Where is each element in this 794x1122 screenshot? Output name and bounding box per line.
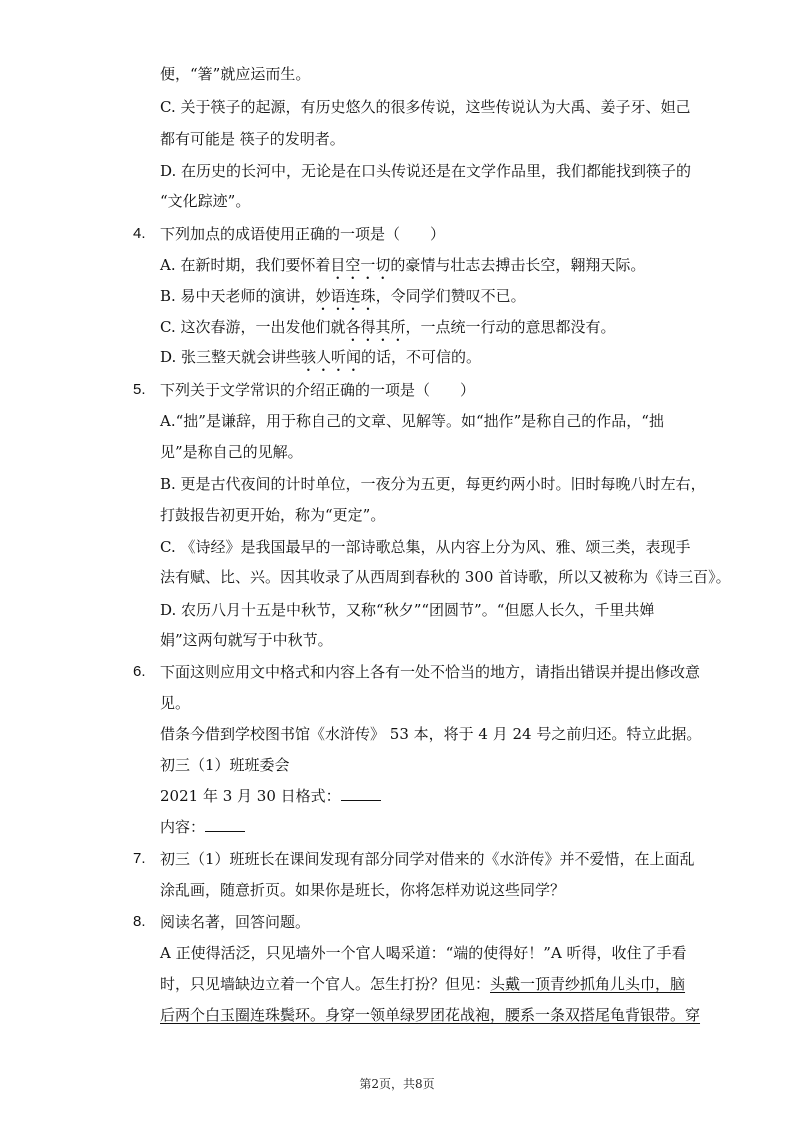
answer-blank[interactable] [205,817,245,832]
q5-option-a-cont: 见”是称自己的见解。 [160,443,303,461]
dotted-idiom: 骇人听闻 [301,348,362,366]
option-text: A. 在新时期，我们要怀着 [160,256,331,274]
answer-blank[interactable] [341,786,381,801]
q6-content-label: 内容： [160,818,206,836]
q4-number: 4. [133,225,146,242]
q5-stem: 下列关于文学常识的介绍正确的一项是（ ） [160,381,476,399]
option-text: ，令同学们赞叹不已。 [375,287,526,305]
q8-passage-line [160,1005,700,1025]
option-text: ，一点统一行动的意思都没有。 [405,318,616,336]
dotted-idiom: 目空一切 [330,256,391,274]
q4-option-b [160,286,526,314]
q4-option-c [160,317,616,345]
q8-passage-line: A 正使得活泛，只见墙外一个官人喝采道：“端的使得好！”A 听得，收住了手看 [160,944,687,962]
q7-number: 7. [133,850,146,867]
option-text: D. 张三整天就会讲些 [160,348,302,366]
q5-option-a: A.“拙”是谦辞，用于称自己的文章、见解等。如“拙作”是称自己的作品，“拙 [160,412,664,430]
q4-option-d [160,347,481,375]
q4-stem: 下列加点的成语使用正确的一项是（ ） [160,225,446,243]
q3-option-b-tail: 便，“箸”就应运而生。 [160,65,311,83]
q6-format-line [160,786,381,806]
q8-number: 8. [133,913,146,930]
page-footer: 第2页，共8页 [359,1077,435,1091]
q3-option-d: D. 在历史的长河中，无论是在口头传说还是在文学作品里，我们都能找到筷子的 [160,162,692,180]
q5-option-b: B. 更是古代夜间的计时单位，一夜分为五更，每更约两小时。旧时每晚八时左右， [160,475,706,493]
q7-stem: 初三（1）班班长在课间发现有部分同学对借来的《水浒传》并不爱惜，在上面乱 [160,850,695,868]
q3-option-c: C. 关于筷子的起源，有历史悠久的很多传说，这些传说认为大禹、姜子牙、妲己 [160,98,691,116]
underlined-text: 头戴一顶青纱抓角儿头巾，脑 [490,975,686,993]
q6-content-line [160,817,245,837]
q6-stem-cont: 见。 [160,694,191,712]
q8-stem: 阅读名著，回答问题。 [160,913,311,931]
option-text: 的话，不可信的。 [361,348,482,366]
q3-option-d-cont: “文化踪迹”。 [160,192,251,210]
q5-option-c-cont: 法有赋、比、兴。因其收录了从西周到春秋的 300 首诗歌，所以又被称为《诗三百》。 [160,568,731,586]
q6-note-signature: 初三（1）班班委会 [160,756,290,774]
q5-option-b-cont: 打鼓报告初更开始，称为“更定”。 [160,506,386,524]
q7-stem-cont: 涂乱画，随意折页。如果你是班长，你将怎样劝说这些同学？ [160,881,566,899]
option-text: C. 这次春游，一出发他们就 [160,318,346,336]
underlined-text: 后两个白玉圈连珠鬓环。身穿一领单绿罗团花战袍，腰系一条双搭尾龟背银带。穿 [160,1006,701,1024]
q8-passage-line [160,974,685,994]
q3-option-c-cont: 都有可能是 筷子的发明者。 [160,130,345,148]
passage-text: 时，只见墙缺边立着一个官人。怎生打扮？但见： [160,975,491,993]
q5-option-c: C. 《诗经》是我国最早的一部诗歌总集，从内容上分为风、雅、颂三类，表现手 [160,538,691,556]
q4-option-a [160,255,645,283]
option-text: B. 易中天老师的演讲， [160,287,316,305]
option-text: 的豪情与壮志去搏击长空，翱翔天际。 [390,256,646,274]
q5-option-d: D. 农历八月十五是中秋节，又称“秋夕”“团圆节”。“但愿人长久，千里共婵 [160,601,655,619]
q6-number: 6. [133,663,146,680]
q5-option-d-cont: 娟”这两句就写于中秋节。 [160,631,333,649]
q6-stem: 下面这则应用文中格式和内容上各有一处不恰当的地方，请指出错误并提出修改意 [160,663,701,681]
q6-note-body: 借条今借到学校图书馆《水浒传》 53 本，将于 4 月 24 号之前归还。特立此据。 [160,725,702,743]
q5-number: 5. [133,381,146,398]
dotted-idiom: 妙语连珠 [315,287,376,305]
q6-date-format-label: 2021 年 3 月 30 日格式： [160,787,341,805]
dotted-idiom: 各得其所 [345,318,406,336]
